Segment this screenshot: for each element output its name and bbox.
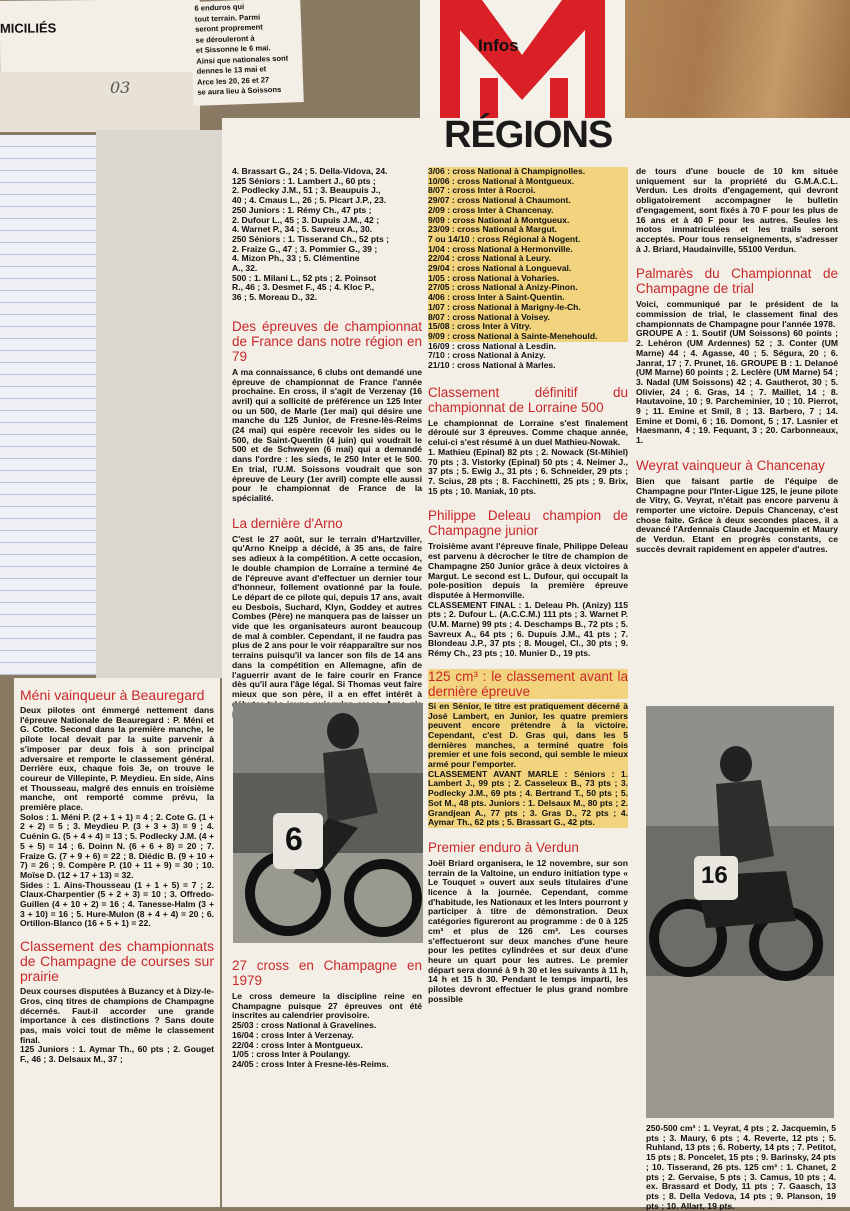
list-item: 1/05 : cross Inter à Poulangy. xyxy=(232,1049,351,1060)
trial-text: Voici, communiqué par le président de la commission de trial, le classement final des championnats de Champagne pour l'année 1978. xyxy=(636,299,838,329)
lorraine-title: Classement définitif du championnat de Lorraine 500 xyxy=(428,384,628,415)
list-item: 2. Fraize G., 47 ; 3. Pommier G., 39 ; xyxy=(232,243,378,254)
column-1-lower xyxy=(232,948,422,1070)
results-intro xyxy=(232,167,422,303)
lorraine-results: 1. Mathieu (Epinal) 82 pts ; 2. Nowack (St-Mihiel) 70 pts ; 3. Vistorky (Epinal) 50 pts ; 4. Neimer J., 37 pts ; 5. Ewig J., 31 pts ; 6. Schneider, 29 pts ; 7. Scius, 28 pts ; 8. Facchinetti, 25 pts ; 9. Brix, 15 pts ; 10. Maniak, 10 pts. xyxy=(428,446,628,496)
arno-title: La dernière d'Arno xyxy=(232,515,343,531)
domiciled-heading: MICILIÉS xyxy=(0,20,57,36)
motocross-photo-icon xyxy=(646,706,834,1118)
weyrat-text: Bien que faisant partie de l'équipe de Champagne pour l'Inter-Ligue 125, le jeune pilote de Vitry, G. Veyrat, n'était pas encore parvenu à remporter une victoire. Depuis Chancenay, c'est chose faite. Grâce à deux secondes places, il a devancé l'Ardennais Claude Jacquemin et Maury de Verdun. Etant en progrès constants, ce succès devrait rapidement en appeler d'autres. xyxy=(636,475,838,554)
sides-results: Sides : 1. Ains-Thousseau (1 + 1 + 5) = 7 ; 2. Claux-Charpentier (5 + 2 + 3) = 10 ; 3. Offredo-Guillen (4 + 10 + 2) = 16 ; 4. Tanesse-Halm (3 + 3 + 10) = 16 ; 5. Hure-Mulon (8 + 4 + 4) = 20 ; 6. Ortillon-Blanco (16 + 5 + 1) = 22. xyxy=(20,879,214,929)
meni-title: Méni vainqueur à Beauregard xyxy=(20,687,205,703)
meni-text: Deux pilotes ont émmergé nettement dans l'épreuve Nationale de Beauregard : P. Méni et G. Cotte. Second dans la première manche, le pilote local devait par la suite parvenir à s'imposer par deux fois à son principal adversaire et remporte le classement général. Derrière eux, chaque fois 3e, on trouve le coureur de Villepinte, P. Meydieu. En side, Ains et Thousseau, malgré des ennuis en troisième manche, ont remporté comme prévu, la première place. xyxy=(20,705,214,813)
list-item: 22/04 : cross National à Leury. xyxy=(428,254,628,264)
column-1 xyxy=(232,166,422,699)
list-item: Arce les 20, 26 et 27 xyxy=(196,74,270,87)
side-column xyxy=(20,688,214,1065)
list-item: 9/09 : cross National à Sainte-Menehould. xyxy=(428,332,628,342)
list-item: 7/10 : cross National à Anizy. xyxy=(428,350,546,361)
top-left-clipping xyxy=(0,0,200,76)
column-3-lower xyxy=(646,1124,836,1211)
prairie-title: Classement des championnats de Champagne de courses sur prairie xyxy=(20,938,214,985)
list-item: 125 Séniors : 1. Lambert J., 60 pts ; xyxy=(232,175,376,186)
cross79-title: 27 cross en Champagne en 1979 xyxy=(232,958,422,988)
list-item: dennes le 13 mai et xyxy=(196,64,267,76)
trial-title: Palmarès du Championnat de Champagne de trial xyxy=(636,266,838,297)
list-item: 1/05 : cross National à Voharies. xyxy=(428,274,628,284)
list-item: 2. Dufour L., 45 ; 3. Dupuis J.M., 42 ; xyxy=(232,214,380,225)
verdun-text-cont: de tours d'une boucle de 10 km située uniquement sur la propriété du G.M.A.C.L. Verdun. Les droits d'engagement, qui devront obligatoirement accompagner le bulletin d'engagement, sont fixés à 70 F pour les plus de 16 ans et à 40 F pour les autres. Seules les motos immatriculées et les trails seront acceptés. Pour tous renseignements, s'adresser à J. Briard, Haudainville, 55100 Verdun. xyxy=(636,166,838,254)
list-item: 1/07 : cross National à Marigny-le-Ch. xyxy=(428,303,628,313)
verdun-title: Premier enduro à Verdun xyxy=(428,839,579,855)
infos-label: Infos xyxy=(478,36,519,55)
m-logo-icon xyxy=(420,0,625,120)
bike-number: 16 xyxy=(701,862,728,889)
deleau-title: Philippe Deleau champion de Champagne junior xyxy=(428,508,628,539)
list-item: 8/07 : cross Inter à Rocroi. xyxy=(428,186,628,196)
list-item: 16/04 : cross Inter à Verzenay. xyxy=(232,1029,354,1040)
list-item: 2/09 : cross Inter à Chancenay. xyxy=(428,206,628,216)
photo-rider-16 xyxy=(646,706,834,1118)
list-item: 3/06 : cross National à Champignolles. xyxy=(428,167,628,177)
verdun-text: Joël Briard organisera, le 12 novembre, sur son terrain de la Valtoine, un enduro initiation type « Le Touquet » ouvert aux seuls titulaires d'une licence à la journée. Cependant, comme d'habitude, les Nationaux et les Inters pourront y participer à titre de démonstration. Deux catégories figureront au programme : de 0 à 125 cm³ et plus de 126 cm³. Les courses s'effectueront sur deux manches d'une heure pour les petites cylindrées et sur deux d'une heure un quart pour les autres. Le premier départ sera donné à 9 h 30 et les suivants à 11 h, 14 h et 15 h 30. Pendant le temps imparti, les pilotes devront effectuer le plus grand nombre possible xyxy=(428,857,628,1004)
arno-text: C'est le 27 août, sur le terrain d'Hartzviller, qu'Arno Kneipp a décidé, à 35 ans, de faire ses adieux à la compétition. A cette occasion, le double champion de Lorraine a terminé 4e de l'épreuve avant d'effectuer un dernier tour d'honneur, follement ovationné par la foule. Le départ de ce pilote qui, depuis 17 ans, avait eu Desbois, Suchard, Klyn, Goddey et autres Combes (Père) ne manquera pas de laisser un vide que les organisateurs auront beaucoup de mal à combler. Cependant, il ne faudra pas plus de 2 ans pour le voir réapparaître sur nos terrains puisqu'il va lancer son fils de 14 ans dans la compétition en Allemagne, afin de l'aguerrir avant de le faire courir en France dès qu'il aura l'âge légal. Si Thomas veut faire mieux que son père, il a en effet intérêt à xyxy=(232,533,422,699)
cross-calendar xyxy=(428,167,628,371)
wood-background xyxy=(600,0,850,120)
list-item: 250 Séniors : 1. Tisserand Ch., 52 pts ; xyxy=(232,233,389,244)
list-item: 4/06 : cross Inter à Saint-Quentin. xyxy=(428,293,628,303)
column-2 xyxy=(428,167,628,1005)
list-item: 250 Juniors : 1. Rémy Ch., 47 pts ; xyxy=(232,204,372,215)
cc125-title: 125 cm³ : le classement avant la dernière épreuve xyxy=(428,668,628,699)
list-item: 36 ; 5. Moreau D., 32. xyxy=(232,292,318,303)
deleau-results: CLASSEMENT FINAL : 1. Deleau Ph. (Anizy) 115 pts ; 2. Dufour L. (A.C.C.M.) 111 pts ; 3. Warnet P. (U.M. Marne) 99 pts ; 4. Deschamps B., 72 pts ; 5. Savreux A., 64 pts ; 6. Dupuis J.M., 41 pts ; 7. Blondeau J.P., 37 pts ; 8. Mougel, Cl., 30 pts ; 9. Rémy Ch., 23 pts ; 10. Munier D., 19 pts. xyxy=(428,599,628,659)
scribble-sheet xyxy=(0,72,200,132)
list-item: 4. Warnet P., 34 ; 5. Savreux A., 30. xyxy=(232,224,373,235)
list-item: 4. Brassart G., 24 ; 5. Della-Vidova, 24. xyxy=(232,166,388,176)
list-item: 10/06 : cross National à Montgueux. xyxy=(428,177,628,187)
cc125-results: CLASSEMENT AVANT MARLE : Séniors : 1. Lambert J., 99 pts ; 2. Casseleux B., 73 pts ; 3. Podlecky J.M., 69 pts ; 4. Bertrand T., 50 pts ; 5. Sot M., 48 pts. Juniors : 1. Delsaux M., 80 pts ; 2. Grandjean A., 77 pts ; 3. Gras D., 72 pts ; 4. Aymar Th., 62 pts ; 5. Brassart G., 42 pts. xyxy=(428,768,628,828)
list-item: 29/07 : cross National à Chaumont. xyxy=(428,196,628,206)
cross79-list xyxy=(232,1021,422,1070)
list-item: 4. Mizon Ph., 33 ; 5. Clémentine xyxy=(232,253,360,264)
column-3 xyxy=(636,167,838,555)
trial-results: GROUPE A : 1. Soutif (UM Soissons) 60 points ; 2. Lehéron (UM Ardennes) 52 ; 3. Conter (UM Marne) 44 ; 4. Agasse, 40 ; 5. Ségura, 20 ; 6. Janrat, 17 ; 7. Prunet, 16. GROUPE B : 1. Delanoé (UM Marne) 60 points ; 2. Leclère (UM Marne) 54 ; 3. Nadal (UM Soissons) 42 ; 4. Gautherot, 30 ; 5. Olivier, 24 ; 6. Gras, 14 ; 7. Maillet, 14 ; 8. Hautavoine, 10 ; 9. Parcheminier, 10 ; 10. Pierrot, 9 ; 11. Emine et Smil, 8 ; 13. Barbero, 7 ; 14. Emine et Domi, 6 ; 16. Domont, 5 ; 17. Lasnier et Haesmann, 4 ; 19. Fequant, 3 ; 20. Carbonneaux, 1. xyxy=(636,328,838,446)
magazine-header xyxy=(420,0,625,120)
list-item: 9/09 : cross National à Montgueux. xyxy=(428,216,628,226)
list-item: 7 ou 14/10 : cross Régional à Nogent. xyxy=(428,235,628,245)
list-item: seront proprement xyxy=(195,22,263,34)
motocross-photo-icon xyxy=(233,703,423,943)
prairie-results: 125 Juniors : 1. Aymar Th., 60 pts ; 2. Gouget F., 46 ; 3. Delsaux M., 37 ; xyxy=(20,1044,214,1065)
list-item: se dérouleront à xyxy=(195,33,255,45)
list-item: tout terrain. Parmi xyxy=(194,12,261,24)
list-item: 25/03 : cross National à Gravelines. xyxy=(232,1020,377,1031)
scribble-text: 03 xyxy=(110,78,131,97)
bike-number: 6 xyxy=(285,821,303,857)
list-item: Ainsi que nationales sont xyxy=(196,53,289,66)
list-item: 15/08 : cross Inter à Vitry. xyxy=(428,322,628,332)
epreuves-text: A ma connaissance, 6 clubs ont demandé une épreuve de championnat de France l'année prochaine. En cross, il s'agit de Verzenay (16 avril) qui a sollicité de préférence un 125 Inter ou un 500, de Marle (1er mai) qui désire une manche du 125 Junior, de Fresne-lès-Reims (24 mai) qui espère recevoir les sides ou le 500, de Saint-Quentin (4 juin) qui voudrait le 500 et de Schweyen (6 mai) qui a demandé dans l'ordre : les sieds, le 250 Inter et le 500. En trial, l'U.M. Soissons voudrait que son épreuve de Leury (1er avril) compte elle aussi pour le championnat de France de la spécialité. xyxy=(232,366,422,503)
cross79-text: Le cross demeure la discipline reine en Champagne puisque 27 épreuves ont été inscrites au calendrier provisoire. xyxy=(232,991,422,1021)
list-item: 2. Podlecky J.M., 51 ; 3. Beaupuis J., xyxy=(232,185,381,196)
epreuves-title: Des épreuves de championnat de France dans notre région en 79 xyxy=(232,318,422,364)
list-item: R., 46 ; 3. Desmet F., 45 ; 4. Kloc P., xyxy=(232,282,375,293)
prairie-text: Deux courses disputées à Buzancy et à Dizy-le-Gros, cinq titres de champions de Champagne décernés. Faut-il accorder une grande importance à ces distinctions ? Sans doute pas, mais voici tout de même le classement final. xyxy=(20,986,214,1045)
list-item: 21/10 : cross National à Marles. xyxy=(428,360,556,371)
weyrat-title: Weyrat vainqueur à Chancenay xyxy=(636,457,825,473)
lorraine-text: Le championnat de Lorraine s'est finalement déroulé sur 3 épreuves. Comme chaque année, celui-ci s'est résumé à un duel Mathieu-Nowak. xyxy=(428,417,628,448)
list-item: 1/04 : cross National à Hermonville. xyxy=(428,245,628,255)
list-item: se aura lieu à Soissons xyxy=(197,84,282,97)
list-item: et Sissonne le 6 mai. xyxy=(195,43,271,55)
list-item: 27/05 : cross National à Anizy-Pinon. xyxy=(428,283,628,293)
notebook-sheet xyxy=(0,135,96,675)
section-title: RÉGIONS xyxy=(444,114,613,156)
list-item: 40 ; 4. Cmaus L., 26 ; 5. Picart J.P., 23. xyxy=(232,195,387,206)
list-item: 16/09 : cross National à Lesdin. xyxy=(428,340,556,351)
photo-rider-6 xyxy=(233,703,423,943)
solos-results: Solos : 1. Méni P. (2 + 1 + 1) = 4 ; 2. Cote G. (1 + 2 + 2) = 5 ; 3. Meydieu P. (3 + 3 + 3) = 9 ; 4. Cuénin G. (5 + 4 + 4) = 13 ; 5. Podlecky J.M. (4 + 5 + 5) = 14 ; 6. Doinn N. (6 + 6 + 8) = 20 ; 7. Fraize G. (7 + 9 + 6) = 22 ; 8. Diédic B. (9 + 10 + 7) = 26 ; 9. Compère P. (10 + 11 + 9) = 30 ; 10. Moïse D. (12 + 17 + 13) = 32. xyxy=(20,811,214,880)
enduros-clipping xyxy=(190,0,304,106)
list-item: 6 enduros qui xyxy=(194,2,245,13)
list-item: 24/05 : cross Inter à Fresne-lès-Reims. xyxy=(232,1058,389,1069)
list-item: 23/09 : cross National à Margut. xyxy=(428,225,628,235)
grey-sheet xyxy=(96,130,222,678)
weyrat-results: 250-500 cm³ : 1. Veyrat, 4 pts ; 2. Jacquemin, 5 pts ; 3. Maury, 6 pts ; 4. Reverte, 12 pts ; 5. Ruhland, 13 pts ; 6. Roberty, 14 pts ; 7. Petitot, 15 pts ; 8. Poncelet, 15 pts ; 9. Barinsky, 24 pts ; 10. Tisserand, 26 pts. 125 cm³ : 1. Chanet, 2 pts ; 2. Gervaise, 5 pts ; 3. Camus, 10 pts ; 4. ex. Brassard et Dody, 11 pts ; 7. Gaasch, 13 pts ; 8. Della Vedova, 14 pts ; 9. Planson, 19 pts ; 10. Allart, 19 pts. xyxy=(646,1123,836,1211)
list-item: 500 : 1. Milani L., 52 pts ; 2. Poinsot xyxy=(232,272,377,283)
list-item: 29/04 : cross National à Longueval. xyxy=(428,264,628,274)
deleau-text: Troisième avant l'épreuve finale, Philippe Deleau est parvenu à décrocher le titre de champion de Champagne 250 Junior grâce à deux victoires à Margut. Le second est L. Dufour, qui occupait la pole-position depuis la première épreuve disputée à Hermonville. xyxy=(428,541,628,600)
cc125-text: Si en Sénior, le titre est pratiquement décerné à José Lambert, en Junior, les quatre premiers peuvent encore prétendre à la victoire. Cependant, c'est D. Gras qui, dans les 5 dernières manches, a terminé quatre fois premier et une fois second, qui semble le mieux armé pour l'emporter. xyxy=(428,700,628,770)
list-item: 22/04 : cross Inter à Montgueux. xyxy=(232,1039,363,1050)
list-item: 8/07 : cross National à Voisey. xyxy=(428,313,628,323)
list-item: A., 32. xyxy=(232,263,258,274)
